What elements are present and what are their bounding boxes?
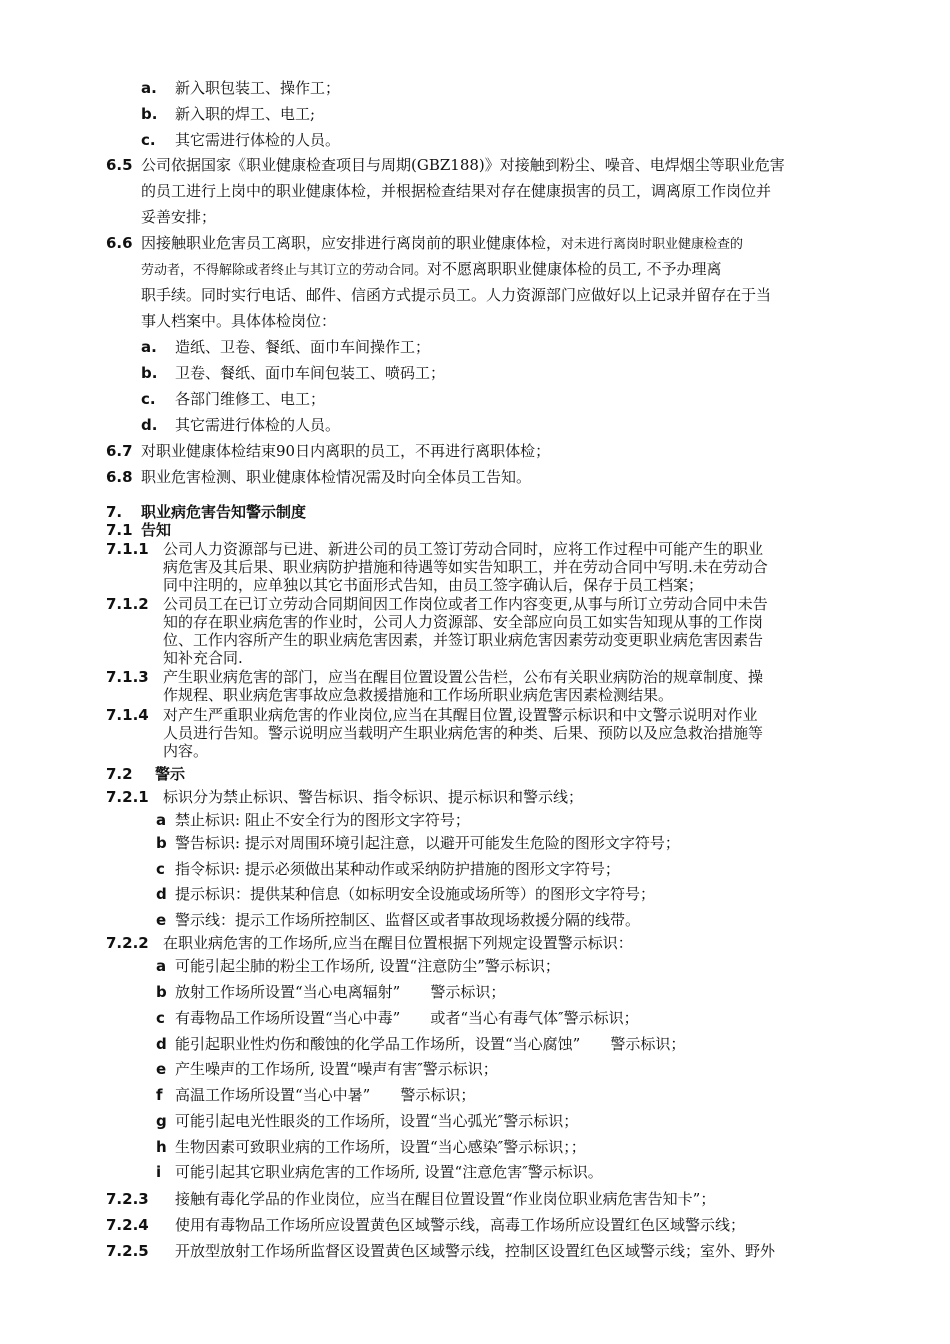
list-item: 有毒物品工作场所设置“当心中毒” 或者“当心有毒气体″警示标识；	[175, 1009, 639, 1027]
section-heading: 警示	[155, 765, 186, 783]
paragraph-line: 内容。	[163, 742, 209, 760]
list-item: 卫卷、餐纸、面巾车间包装工、喷码工；	[175, 364, 446, 382]
list-label: b	[156, 834, 167, 852]
list-item: 新入职包装工、操作工；	[175, 79, 341, 97]
paragraph-line: 对职业健康体检结束90日内离职的员工，不再进行离职体检；	[141, 442, 551, 460]
section-number: 7.1.3	[106, 668, 149, 686]
paragraph-line: 开放型放射工作场所监督区设置黄色区域警示线，控制区设置红色区域警示线；室外、野外	[175, 1242, 776, 1260]
paragraph-line: 对产生严重职业病危害的作业岗位,应当在其醒目位置,设置警示标识和中文警示说明对作业	[163, 706, 758, 724]
list-item: 警示线：提示工作场所控制区、监督区或者事故现场救援分隔的线带。	[175, 911, 641, 929]
section-number: 7.2.5	[106, 1242, 149, 1260]
section-number: 7.	[106, 503, 123, 521]
section-number: 7.2	[106, 765, 133, 783]
paragraph-line: 标识分为禁止标识、警告标识、指令标识、提示标识和警示线；	[163, 788, 584, 806]
section-number: 7.2.4	[106, 1216, 149, 1234]
paragraph-line: 事人档案中。具体体检岗位：	[141, 312, 337, 330]
paragraph-line: 公司员工在已订立劳动合同期间因工作岗位或者工作内容变更,从事与所订立劳动合同中未告	[163, 595, 768, 613]
paragraph-line: 同中注明的，应单独以其它书面形式告知，由员工签字确认后，保存于员工档案；	[163, 576, 704, 594]
list-item: 高温工作场所设置“当心中暑” 警示标识；	[175, 1086, 476, 1104]
paragraph-line: 在职业病危害的工作场所,应当在醒目位置根据下列规定设置警示标识：	[163, 934, 633, 952]
section-number: 7.1.2	[106, 595, 149, 613]
paragraph-line: 产生职业病危害的部门，应当在醒目位置设置公告栏，公布有关职业病防治的规章制度、操	[163, 668, 764, 686]
list-label: b.	[141, 364, 158, 382]
paragraph-line: 位、工作内容所产生的职业病危害因素，并签订职业病危害因素劳动变更职业病危害因素告	[163, 631, 764, 649]
list-label: a	[156, 811, 167, 829]
list-item: 产生噪声的工作场所, 设置“噪声有害″警示标识；	[175, 1060, 498, 1078]
paragraph-line: 公司人力资源部与已进、新进公司的员工签订劳动合同时，应将工作过程中可能产生的职业	[163, 540, 764, 558]
list-item: 各部门维修工、电工；	[175, 390, 326, 408]
list-item: 警告标识: 提示对周围环境引起注意，以避开可能发生危险的图形文字符号；	[175, 834, 680, 852]
list-label: c.	[141, 131, 156, 149]
list-label: a	[156, 957, 167, 975]
section-number: 6.5	[106, 156, 133, 174]
paragraph-line: 使用有毒物品工作场所应设置黄色区域警示线，高毒工作场所应设置红色区域警示线；	[175, 1216, 746, 1234]
list-label: c.	[141, 390, 156, 408]
list-item: 放射工作场所设置“当心电离辐射” 警示标识；	[175, 983, 506, 1001]
section-number: 7.2.1	[106, 788, 149, 806]
section-number: 7.2.3	[106, 1190, 149, 1208]
list-item: 新入职的焊工、电工;	[175, 105, 316, 123]
list-item: 其它需进行体检的人员。	[175, 131, 341, 149]
list-label: d	[156, 1035, 167, 1053]
list-label: d	[156, 885, 167, 903]
paragraph-line: 妥善安排；	[141, 208, 217, 226]
section-number: 6.7	[106, 442, 133, 460]
list-item: 可能引起其它职业病危害的工作场所, 设置“注意危害″警示标识。	[175, 1163, 603, 1181]
section-number: 6.8	[106, 468, 133, 486]
paragraph-line: 作规程、职业病危害事故应急救援措施和工作场所职业病危害因素检测结果。	[163, 686, 674, 704]
list-label: b	[156, 983, 167, 1001]
section-heading: 告知	[141, 521, 172, 539]
list-label: b.	[141, 105, 158, 123]
paragraph-line: 公司依据国家《职业健康检查项目与周期(GBZ188)》对接触到粉尘、噪音、电焊烟尘等职业危害	[141, 156, 785, 174]
list-item: 可能引起尘肺的粉尘工作场所, 设置“注意防尘”警示标识；	[175, 957, 560, 975]
paragraph-line: 人员进行告知。警示说明应当载明产生职业病危害的种类、后果、预防以及应急救治措施等	[163, 724, 764, 742]
paragraph-line: 因接触职业危害员工离职，应安排进行离岗前的职业健康体检，对未进行离岗时职业健康检查的	[141, 234, 744, 252]
section-number: 7.1.4	[106, 706, 149, 724]
list-label: e	[156, 1060, 167, 1078]
list-label: i	[156, 1163, 162, 1181]
list-label: d.	[141, 416, 158, 434]
list-item: 能引起职业性灼伤和酸蚀的化学品工作场所，设置“当心腐蚀” 警示标识；	[175, 1035, 686, 1053]
list-item: 禁止标识: 阻止不安全行为的图形文字符号；	[175, 811, 470, 829]
list-label: h	[156, 1138, 167, 1156]
list-label: a.	[141, 79, 157, 97]
list-item: 提示标识：提供某种信息（如标明安全设施或场所等）的图形文字符号；	[175, 885, 656, 903]
list-item: 指令标识: 提示必须做出某种动作或采纳防护措施的图形文字符号；	[175, 860, 620, 878]
paragraph-line: 职手续。同时实行电话、邮件、信函方式提示员工。人力资源部门应做好以上记录并留存在于当	[141, 286, 772, 304]
paragraph-line: 知补充合同.	[163, 649, 243, 667]
list-label: a.	[141, 338, 157, 356]
list-label: c	[156, 860, 165, 878]
list-item: 其它需进行体检的人员。	[175, 416, 341, 434]
paragraph-line: 的员工进行上岗中的职业健康体检，并根据检查结果对存在健康损害的员工，调离原工作岗位并	[141, 182, 772, 200]
paragraph-line: 接触有毒化学品的作业岗位，应当在醒目位置设置“作业岗位职业病危害告知卡”；	[175, 1190, 716, 1208]
list-label: c	[156, 1009, 165, 1027]
list-item: 造纸、卫卷、餐纸、面巾车间操作工；	[175, 338, 431, 356]
list-item: 可能引起电光性眼炎的工作场所，设置“当心弧光″警示标识；	[175, 1112, 579, 1130]
section-number: 7.1.1	[106, 540, 149, 558]
section-number: 7.1	[106, 521, 133, 539]
section-heading: 职业病危害告知警示制度	[141, 503, 307, 521]
list-label: f	[156, 1086, 163, 1104]
paragraph-line: 职业危害检测、职业健康体检情况需及时向全体员工告知。	[141, 468, 532, 486]
list-item: 生物因素可致职业病的工作场所，设置“当心感染″警示标识；；	[175, 1138, 586, 1156]
section-number: 6.6	[106, 234, 133, 252]
paragraph-line: 知的存在职业病危害的作业时，公司人力资源部、安全部应向员工如实告知现从事的工作岗	[163, 613, 764, 631]
paragraph-line: 劳动者，不得解除或者终止与其订立的劳动合同。对不愿离职职业健康体检的员工, 不予办理离	[141, 260, 722, 278]
list-label: e	[156, 911, 167, 929]
section-number: 7.2.2	[106, 934, 149, 952]
paragraph-line: 病危害及其后果、职业病防护措施和待遇等如实告知职工，并在劳动合同中写明.未在劳动合	[163, 558, 768, 576]
list-label: g	[156, 1112, 167, 1130]
